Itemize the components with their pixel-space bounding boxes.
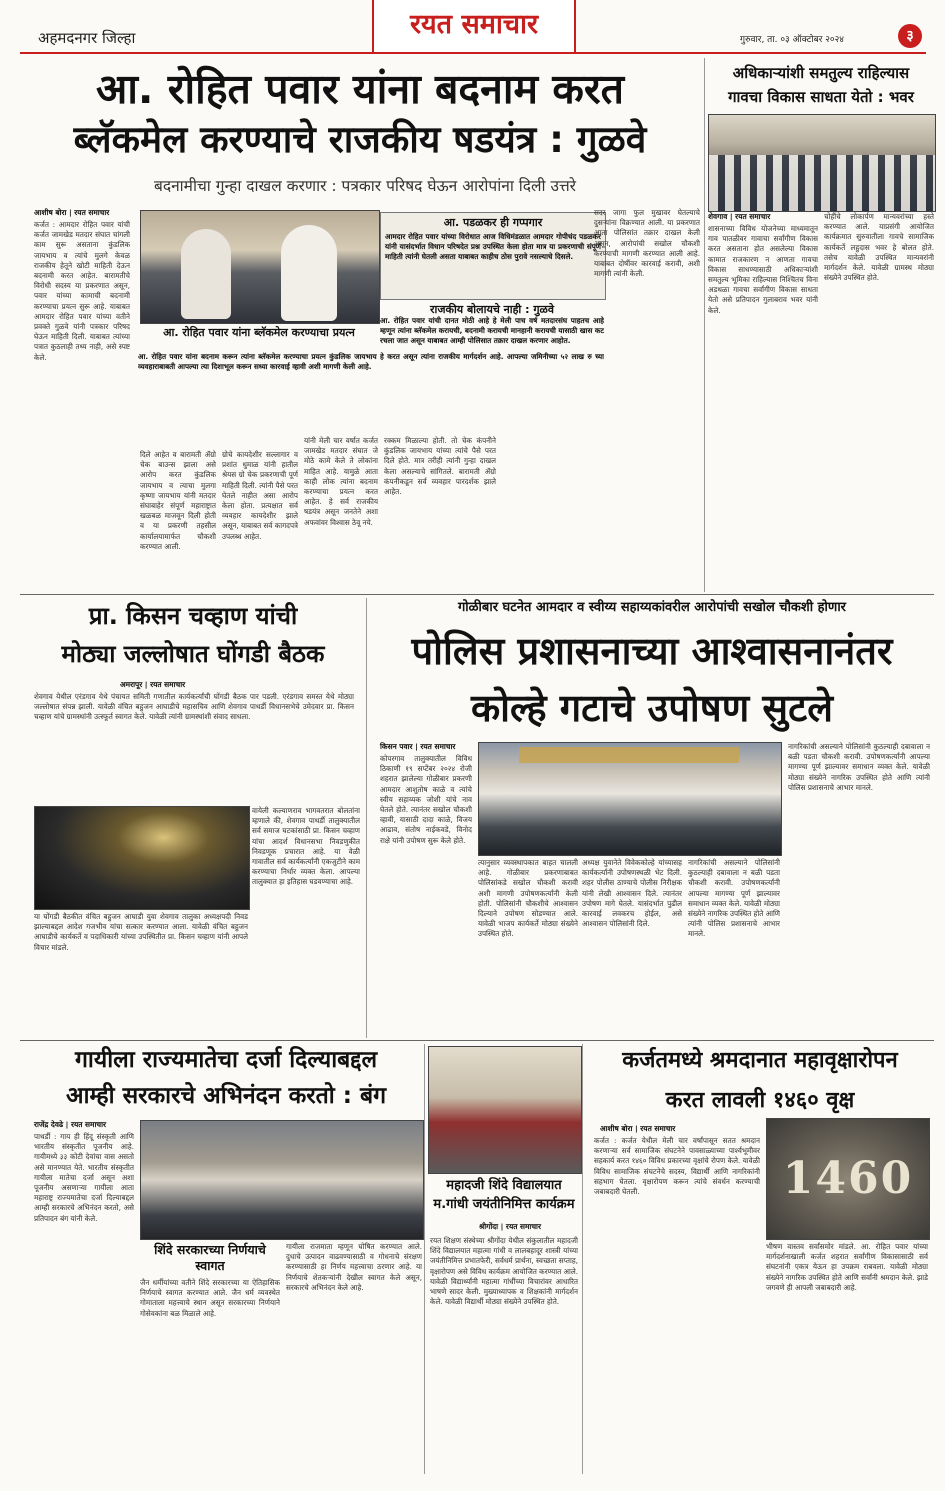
- story4-col3: अध्यक्ष युवानेते विवेककोल्हे यांच्यासह कार्यकर्त्यांनी उपोषणस्थळी भेट दिली. शहर पोलीस ठाण्याचे पोलीस निरीक्षक यांनी लेखी आश्वासन दिले. त्यानंतर उपोषण मागे घेतले. यासंदर्भात पुढील कारवाई लवकरच होईल, असे आश्वासन पोलिसांनी दिले.: [582, 858, 682, 929]
- masthead-logo: [372, 0, 576, 52]
- story5-box-title: शिंदे सरकारच्या निर्णयाचे स्वागत: [154, 1242, 266, 1273]
- ghongadi-meeting-photo: [34, 806, 250, 910]
- village-meeting-photo: [708, 114, 936, 212]
- story4-headline-2: कोल्हे गटाचे उपोषण सुटले: [470, 686, 834, 730]
- story1-byline: आशीष बोरा | रयत समाचार: [34, 208, 110, 217]
- story1-box1: [380, 212, 606, 300]
- story2-headline-2: गावचा विकास साधता येतो : भवर: [728, 88, 914, 106]
- story7-col2: भीषण वास्तव सर्वांसमोर मांडले. आ. रोहित पवार यांच्या मार्गदर्शनाखाली कर्जत शहरात सर्वांगीण विकासासाठी सर्व संघटनांनी एकत्र येऊन हा उपक्रम राबवला. यावेळी मोठ्या संख्येने नागरिक उपस्थित होते आणि सर्वांनी श्रमदान केले. झाडे जगवणे ही आपली जबाबदारी आहे.: [766, 1242, 928, 1292]
- divider-story5-story6: [424, 1044, 425, 1474]
- story7-col1: कर्जत : कर्जत येथील मेली चार वर्षांपासून सतत श्रमदान करणाऱ्या सर्व सामाजिक संघटनेने पावसाळ्याच्या पार्श्वभूमीवर सहकार्य करत १४६० विविध प्रकारच्या वृक्षांचे रोपण केले. यावेळी विविध सामाजिक संघटनेचे सदस्य, विद्यार्थी आणि नागरिकांनी सहभाग घेतला. वृक्षारोपण करून त्यांचे संवर्धन करण्याची जबाबदारी घेतली.: [594, 1136, 760, 1197]
- story1-photo-caption-title: आ. रोहित पवार यांना ब्लॅकमेल करण्याचा प्रयत्न: [163, 326, 355, 339]
- story7-byline: आशीष बोरा | रयत समाचार: [600, 1124, 676, 1133]
- masthead-rule: [20, 52, 926, 54]
- story4-col4: नागरिकांची असल्याने पोलिसांनी कुठल्याही दबावाला न बळी पडता चौकशी करावी. उपोषणकर्त्यांनी आपल्या मागण्या पूर्ण झाल्यावर समाधान व्यक्त केले. यावेळी मोठ्या संख्येने नागरिक उपस्थित होते आणि त्यांनी पोलिस प्रशासनाचे आभार मानले.: [688, 858, 780, 939]
- story1-headline-1: आ. रोहित पवार यांना बदनाम करत: [96, 65, 624, 113]
- story1-col2: दिले आहेत व बारामती ॲग्रो चेक बाउन्स झाला असे आरोप करत कुंडलिक जायभाय व त्याचा मुलगा कृष्णा जायभाय यांनी मतदार संघाबाहेर संपूर्ण महाराष्ट्रात खळबळ माजवून दिली होती व या प्रकरणी तहसील कार्यालयामार्फत चौकशी करण्यात आली.: [140, 450, 216, 551]
- story5-headline-1: गायीला राज्यमातेचा दर्जा दिल्याबद्दल: [74, 1047, 378, 1073]
- story2-headline-1: अधिकाऱ्यांशी समतुल्य राहिल्यास: [732, 64, 910, 82]
- story2-byline: शेवगाव | रयत समाचार: [708, 212, 771, 221]
- story6-title: महादजी शिंदे विद्यालयात म.गांधी जयंतीनिमित्त कार्यक्रम: [433, 1178, 575, 1212]
- story3-col2: या घोंगडी बैठकीत वंचित बहुजन आघाडी युवा शेवगाव तालुका अध्यक्षपदी निवड झाल्याबद्दल आदेश गजभीव यांचा सत्कार करण्यात आला. यावेळी वंचित बहुजन आघाडीचे कार्यकर्ते व पदाधिकारी यांच्या उपस्थितीत प्रा. किसन चव्हाण यांनी आपले विचार मांडले.: [34, 912, 248, 952]
- story1-headline-2: ब्लॅकमेल करण्याचे राजकीय षडयंत्र : गुळवे: [73, 118, 647, 161]
- story4-byline: किसन पवार | रयत समाचार: [380, 742, 456, 751]
- story1-box1-title: आ. पडळकर ही गप्पगार: [443, 216, 543, 229]
- page-number-badge: ३: [898, 24, 922, 48]
- story4-col2: त्यानुसार व्यवस्थापकात बाहत चालली आहे. गोळीबार प्रकरणाबाबत पोलिसांकडे सखोल चौकशी करावी अशी मागणी उपोषणकर्त्यांनी केली होती. पोलिसांनी चौकशीचे आश्वासन दिल्याने उपोषण सोडण्यात आले. यावेळी भाजप कार्यकर्ते मोठ्या संख्येने उपस्थित होते.: [478, 858, 578, 939]
- story2-col1: शासनाच्या विविध योजनेच्या माध्यमातून गाव पातळीवर गावाचा सर्वांगीण विकास करत असताना होत असलेल्या विकास कामात राजकारण न आणता गावचा विकास साधण्यासाठी अधिकाऱ्यांशी समतुल्य भूमिका राहिल्यास निश्चितच विना अडथळा गावचा सर्वांगीण विकास साधता येतो असे प्रतिपादन गुलाबराव भवर यांनी केले.: [708, 224, 818, 315]
- masthead: [0, 0, 945, 56]
- gandhi-jayanti-photo: [428, 1046, 582, 1174]
- story1-box1-text: आमदार रोहित पवार यांच्या विरोधात आज विधिमंडळात आमदार गोपीचंद पडळकर यांनी यासंदर्भात विधान परिषदेत प्रश्न उपस्थित केला होता मात्र या प्रकरणाची संपूर्ण माहिती त्यांनी घेतली असता याबाबत काहीच ठोस पुरावे नसल्याचे दिसले.: [385, 232, 601, 262]
- story4-col1: कोपरगाव तालुक्यातील विविध ठिकाणी १९ सप्टेंबर २०२४ रोजी शहरात झालेल्या गोळीबार प्रकरणी आमदार आशुतोष काळे व त्यांचे स्वीय सहाय्यक जोशी यांचे नाव घेतले होते. त्यानंतर सखोल चौकशी व्हावी, यासाठी दादा काळे, विजय आढाव, संतोष नाईकवडे, विनोद राक्षे यांनी उपोषण सुरू केले होते.: [380, 754, 472, 845]
- story1-col1: कर्जत : आमदार रोहित पवार यांची कर्जत जामखेड मतदार संघात चांगली काम सुरू असताना कुंडलिक जायभाय व त्यांचे मुलगे केवळ राजकीय हेतूने खोटी माहिती देऊन बदनामी करत आहेत. बारामतीचे विरोधी सदस्य या प्रकरणात असून, पवार यांच्या कामाची बदनामी करण्याचा प्रयत्न सुरू आहे. याबाबत आमदार रोहित पवार यांच्या वतीने प्रवक्ते गुळवे यांनी पत्रकार परिषद घेऊन माहिती दिली. याबाबत त्यांच्या पत्रात कुठलाही तथ्य नाही, असे स्पष्ट केले.: [34, 220, 130, 362]
- story3-headline-1: प्रा. किसन चव्हाण यांची: [88, 602, 298, 630]
- masthead-logo-text: रयत समाचार: [409, 9, 539, 40]
- story5-headline-2: आम्ही सरकारचे अभिनंदन करतो : बंग: [65, 1083, 387, 1109]
- story3-col3: वायेली कल्याणराव भागवतरात बोलतांना म्हणाले की, शेवगाव पाथर्डी तालुक्यातील सर्व समाज घटकांसाठी प्रा. किसन चव्हाण यांचा आदर्श विधानसभा निवडणुकीत निवडणूक प्रचारात आहे. या वेळी गावातील सर्व कार्यकर्त्यांनी एकजुटीने काम करण्याचा निर्धार व्यक्त केला. आपल्या तालुक्यात हा इतिहास घडवण्याचा आहे.: [252, 806, 360, 887]
- story7-headline-2: करत लावली १४६० वृक्ष: [665, 1088, 855, 1113]
- story4-kicker: गोळीबार घटनेत आमदार व स्वीय्य सहाय्यकांवरील आरोपांची सखोल चौकशी होणार: [457, 600, 846, 615]
- story3-headline-2: मोठ्या जल्लोषात घोंगडी बैठक: [61, 640, 325, 668]
- gau-mata-felicitation-photo: [140, 1120, 424, 1240]
- story1-box2-text: आ. रोहित पवार यांची दानत मोठी आहे हे मेली पाच वर्ष मतदारसंघ पाहतच आहे म्हणून त्यांना ब्लॅकमेल करायची, बदनामी करायची मानहानी करायची यासाठी खास कट रचला जात असून याबाबत आम्ही पोलिसात तक्रार दाखल करणार आहोत.: [380, 316, 604, 346]
- story4-headline-1: पोलिस प्रशासनाच्या आश्वासनानंतर: [411, 629, 893, 673]
- tree-plantation-photo: [766, 1118, 930, 1240]
- story4-col5: नागरिकांची असल्याने पोलिसांनी कुठल्याही दबावाला न बळी पडता चौकशी करावी. उपोषणकर्त्यांनी आपल्या मागण्या पूर्ण झाल्यावर समाधान व्यक्त केले. यावेळी मोठ्या संख्येने नागरिक उपस्थित होते आणि त्यांनी पोलिस प्रशासनाचे आभार मानले.: [788, 742, 930, 792]
- story3-byline: अमरापूर | रयत समाचार: [120, 680, 186, 689]
- story5-col1: पाथर्डी : गाय ही हिंदू संस्कृती आणि भारतीय संस्कृतीत पूजनीय आहे. गायीमध्ये ३३ कोटी देवांचा वास असतो असे मानण्यात येते. भारतीय संस्कृतीत गायीला मातेचा दर्जा असून अशा पूजनीय असणाऱ्या गायीला आता महाराष्ट्र राज्यमातेचा दर्जा दिल्याबद्दल आम्ही सरकारचे अभिनंदन करतो, असे प्रतिपादन बंग यांनी केले.: [34, 1132, 134, 1223]
- district-label: अहमदनगर जिल्हा: [38, 29, 136, 47]
- story3-col1: शेवगाव येथील एरंडगाव येथे पंचायत समिती गणातील कार्यकर्त्यांची घोंगडी बैठक पार पडली. एरंडगाव समस्त येथे मोठ्या जल्लोषात संपन्न झाली. यावेळी वंचित बहुजन आघाडीचे महासचिव आणि शेवगाव पाथर्डी विधानसभेचे उमेदवार प्रा. किसन चव्हाण यांचे ग्रामस्थांनी उत्स्फूर्त स्वागत केले. यावेळी त्यांनी ग्रामस्थांशी संवाद साधला.: [34, 692, 354, 722]
- story5-byline: राजेंद्र देवढे | रयत समाचार: [34, 1120, 107, 1129]
- person-right-figure: [281, 225, 337, 321]
- story5-box: [140, 1242, 280, 1468]
- press-conference-photo: [140, 210, 380, 324]
- story5-box-text: जैन धर्मीयांच्या वतीने शिंदे सरकारच्या या ऐतिहासिक निर्णयाचे स्वागत करण्यात आले. जैन धर्म व्यवस्थेत गोमाताला महत्त्वाचे स्थान असून सरकारच्या निर्णयाने गोसेवकांना बळ मिळाले आहे.: [140, 1278, 280, 1318]
- story5-col3: गायीला राजमाता म्हणून घोषित करण्यात आले. दुधाचे उत्पादन वाढवण्यासाठी व गोधनाचे संरक्षण करण्यासाठी हा निर्णय महत्त्वाचा ठरणार आहे. या निर्णयाचे शेतकऱ्यांनी देखील स्वागत केले असून, सरकारचे अभिनंदन केले आहे.: [286, 1242, 422, 1292]
- divider-story1-story2: [704, 58, 705, 592]
- story1-col3: ग्रोचे कायदेशीर सल्लागार व प्रशांत धुमाळ यांनी हातील श्रेयस ग्रो चेक प्रकरणाची पूर्ण माहिती दिली. त्यांनी पैसे परत घेतले नाहीत असा आरोप केला होता. प्रत्यक्षात सर्व व्यवहार कायदेशीर झाले असून, याबाबत सर्व कागदपत्रे उपलब्ध आहेत.: [222, 450, 298, 541]
- section-rule-2: [20, 1040, 934, 1041]
- story1-col5: रक्कम मिळाल्या होती. तो चेक कंपनीने कुंडलिक जायभाय यांच्या त्यांचे पैसे परत दिले होते. मात्र तरीही त्यांनी गुन्हा दाखल केला असल्याचे सांगितले. बारामती ॲग्रो कंपनीकडून सर्व व्यवहार पारदर्शक झाले आहेत.: [384, 436, 496, 497]
- story1-subhead: बदनामीचा गुन्हा दाखल करणार : पत्रकार परिषद घेऊन आरोपांना दिली उत्तरे: [153, 177, 576, 195]
- tree-count-number: 1460: [782, 1153, 914, 1204]
- issue-date: गुरुवार, ता. ०३ ऑक्टोबर २०२४: [740, 35, 844, 45]
- story7-headline-1: कर्जतमध्ये श्रमदानात महावृक्षारोपन: [622, 1048, 898, 1073]
- banner-figure: [519, 747, 739, 763]
- hunger-strike-photo: [478, 742, 782, 856]
- story1-photo-caption: आ. रोहित पवार यांना बदनाम करून त्यांना ब्लॅकमेल करण्याचा प्रयत्न कुंडलिक जायभाय हे करत असून त्यांना राजकीय मार्गदर्शन आहे. आपल्या जमिनीच्या ५२ लाख रु च्या व्यवहाराबाबती आपल्या त्या दिशाभूल करून सध्या कारवाई व्हावी अशी मागणी केली आहे.: [138, 352, 604, 372]
- people-row-figure: [709, 155, 935, 211]
- story6-byline: श्रीगोंदा | रयत समाचार: [479, 1222, 541, 1231]
- story1-col6: सदर जागा फुल मुखावर घेतल्याचे दुसऱ्यांना विक्रण्यात आली. या प्रकरणात आता पोलिसांत तक्रार दाखल केली असून, आरोपांची सखोल चौकशी करण्याची मागणी करण्यात आली आहे. याबाबत दोषींवर कारवाई करावी, अशी मागणी त्यांनी केली.: [594, 208, 700, 279]
- section-rule-1: [20, 594, 934, 595]
- divider-story6-story7: [582, 1044, 583, 1474]
- person-left-figure: [181, 229, 231, 319]
- story1-col4: यांनी मेली चार वर्षात कर्जत जामखेड मतदार संघात जे मोठे कामे केले ते लोकांना माहित आहे. यामुळे आता काही लोक त्यांना बदनाम करण्याचा प्रयत्न करत आहेत. हे सर्व राजकीय षडयंत्र असून जनतेने अशा अफवांवर विश्वास ठेवू नये.: [304, 436, 378, 527]
- story2-col2: चोहींचे लोकार्पण मान्यवरांच्या हस्ते करण्यात आले. याप्रसंगी आयोजित कार्यक्रमात सुरुवातीला गावचे सामाजिक कार्यकर्ते लहुदास भवर हे बोलत होते. तसेच यावेळी उपस्थित मान्यवरांनी मार्गदर्शन केले. यावेळी ग्रामस्थ मोठ्या संख्येने उपस्थित होते.: [824, 212, 934, 283]
- story6-text: रयत शिक्षण संस्थेच्या श्रीगोंदा येथील संकुलातील महादजी शिंदे विद्यालयात महात्मा गांधी व लालबहादूर शास्त्री यांच्या जयंतीनिमित्त प्रभातफेरी, सर्वधर्म प्रार्थना, स्वच्छता सप्ताह, वृक्षारोपण असे विविध कार्यक्रम आयोजित करण्यात आले. यावेळी विद्यार्थ्यांनी महात्मा गांधींच्या विचारांवर आधारित भाषणे सादर केली. मुख्याध्यापक व शिक्षकांनी मार्गदर्शन केले. यावेळी विद्यार्थी मोठ्या संख्येने उपस्थित होते.: [430, 1236, 578, 1307]
- divider-story3-story4: [366, 598, 367, 1038]
- story1-box2-title: राजकीय बोलायचे नाही : गुळवे: [429, 303, 555, 316]
